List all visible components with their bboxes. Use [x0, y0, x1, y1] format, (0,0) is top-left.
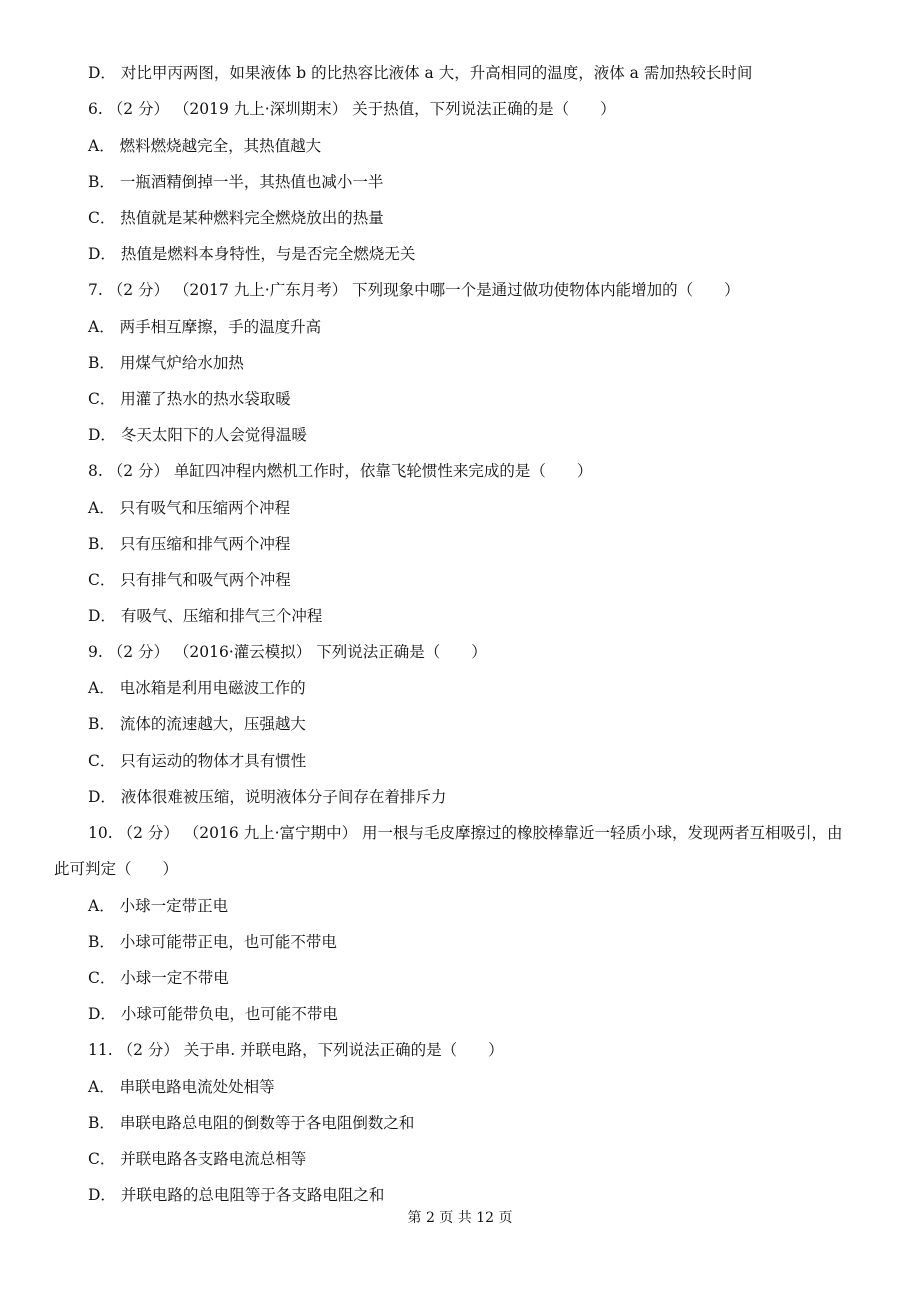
q7-option-b: B． 用煤气炉给水加热	[88, 354, 244, 372]
question-10: 10. （2 分） （2016 九上·富宁期中） 用一根与毛皮摩擦过的橡胶棒靠近一轻质小球，发现两者互相吸引，由	[88, 824, 843, 842]
q6-option-c: C． 热值就是某种燃料完全燃烧放出的热量	[88, 209, 384, 227]
question-6: 6. （2 分） （2019 九上·深圳期末） 关于热值，下列说法正确的是（ ）	[88, 100, 616, 118]
q8-option-a: A． 只有吸气和压缩两个冲程	[88, 499, 291, 517]
q11-option-d: D． 并联电路的总电阻等于各支路电阻之和	[88, 1186, 385, 1204]
q9-option-a: A． 电冰箱是利用电磁波工作的	[88, 679, 306, 697]
question-10-continuation: 此可判定（ ）	[54, 860, 179, 878]
q7-option-d: D． 冬天太阳下的人会觉得温暖	[88, 426, 307, 444]
question-9: 9. （2 分） （2016·灌云模拟） 下列说法正确是（ ）	[88, 643, 487, 661]
q6-option-a: A． 燃料燃烧越完全，其热值越大	[88, 137, 322, 155]
q8-option-b: B． 只有压缩和排气两个冲程	[88, 535, 291, 553]
q10-option-a: A． 小球一定带正电	[88, 897, 229, 915]
q11-option-a: A． 串联电路电流处处相等	[88, 1078, 275, 1096]
q9-option-b: B． 流体的流速越大，压强越大	[88, 715, 306, 733]
q6-option-d: D． 热值是燃料本身特性，与是否完全燃烧无关	[88, 245, 416, 263]
q8-option-c: C． 只有排气和吸气两个冲程	[88, 571, 291, 589]
q6-option-b: B． 一瓶酒精倒掉一半，其热值也减小一半	[88, 173, 384, 191]
q11-option-b: B． 串联电路总电阻的倒数等于各电阻倒数之和	[88, 1114, 415, 1132]
q5-option-d: D． 对比甲丙两图，如果液体 b 的比热容比液体 a 大，升高相同的温度，液体 a 需加热较长时间	[88, 64, 753, 82]
q9-option-c: C． 只有运动的物体才具有惯性	[88, 752, 307, 770]
q10-option-c: C． 小球一定不带电	[88, 969, 229, 987]
q7-option-c: C． 用灌了热水的热水袋取暖	[88, 390, 291, 408]
question-8: 8. （2 分） 单缸四冲程内燃机工作时，依靠飞轮惯性来完成的是（ ）	[88, 462, 593, 480]
q10-option-d: D． 小球可能带负电，也可能不带电	[88, 1005, 338, 1023]
question-11: 11. （2 分） 关于串. 并联电路，下列说法正确的是（ ）	[88, 1041, 504, 1059]
question-7: 7. （2 分） （2017 九上·广东月考） 下列现象中哪一个是通过做功使物体内能增加的（ ）	[88, 281, 740, 299]
q7-option-a: A． 两手相互摩擦，手的温度升高	[88, 318, 322, 336]
q8-option-d: D． 有吸气、压缩和排气三个冲程	[88, 607, 323, 625]
page-number-footer: 第 2 页 共 12 页	[407, 1210, 513, 1226]
q10-option-b: B． 小球可能带正电，也可能不带电	[88, 933, 337, 951]
q11-option-c: C． 并联电路各支路电流总相等	[88, 1150, 307, 1168]
q9-option-d: D． 液体很难被压缩，说明液体分子间存在着排斥力	[88, 788, 447, 806]
